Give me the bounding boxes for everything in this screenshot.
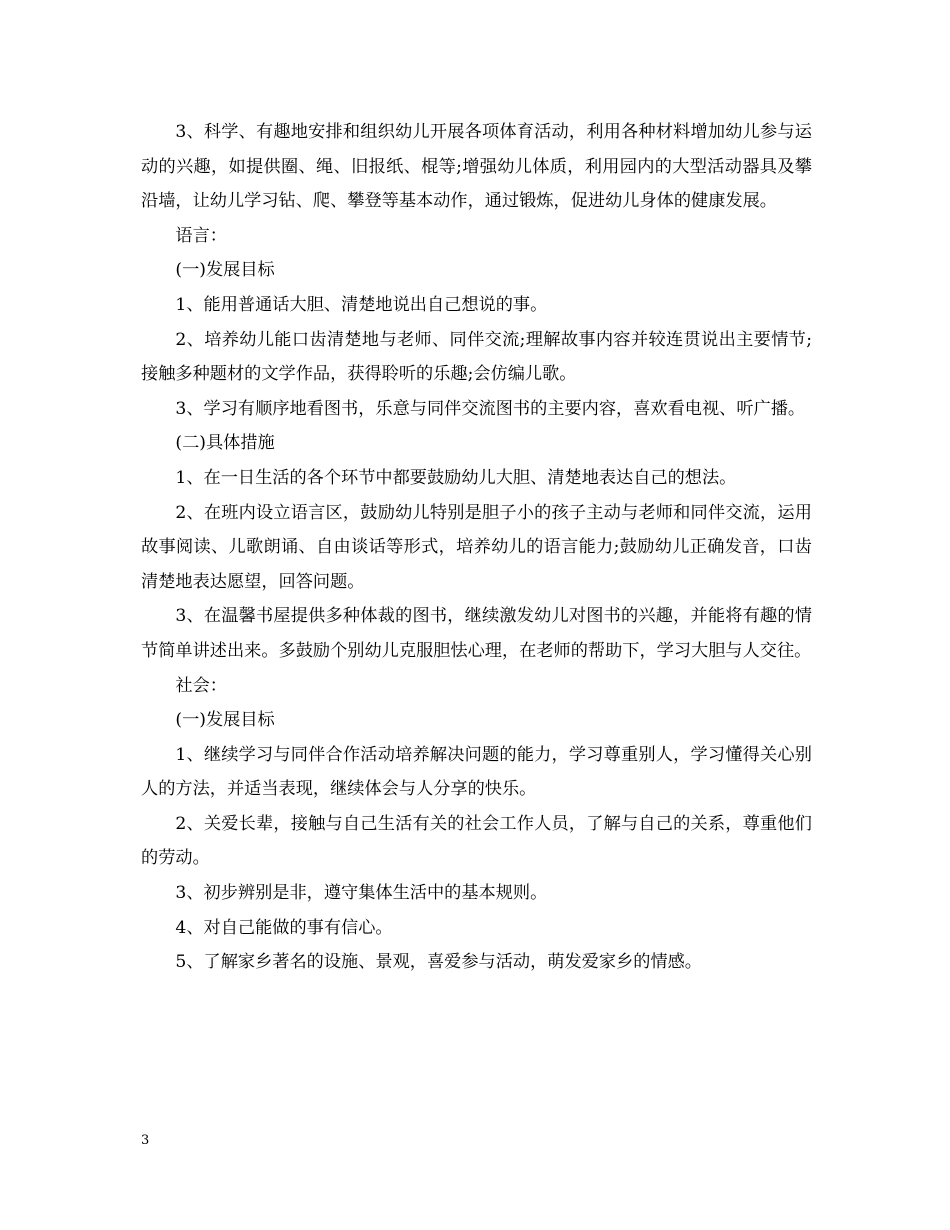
subheading-specific-measures: (二)具体措施	[175, 433, 275, 454]
paragraph-society-goal-5: 5、了解家乡著名的设施、景观，喜爱参与活动，萌发爱家乡的情感。	[175, 952, 702, 973]
paragraph-society-goal-2: 2、关爱长辈，接触与自己生活有关的社会工作人员，了解与自己的关系，尊重他们的劳动。	[141, 813, 812, 869]
subheading-society-development-goals: (一)发展目标	[175, 710, 275, 731]
paragraph-society-goal-4: 4、对自己能做的事有信心。	[175, 917, 393, 938]
section-heading-language: 语言：	[175, 225, 227, 246]
paragraph-language-goal-3: 3、学习有顺序地看图书，乐意与同伴交流图书的主要内容，喜欢看电视、听广播。	[175, 398, 806, 419]
paragraph-society-goal-3: 3、初步辨别是非，遵守集体生活中的基本规则。	[175, 883, 548, 904]
paragraph-language-measure-2: 2、在班内设立语言区，鼓励幼儿特别是胆子小的孩子主动与老师和同伴交流，运用故事阅读、儿歌朗诵、自由谈话等形式，培养幼儿的语言能力;鼓励幼儿正确发音，口齿清楚地表达愿望，回答问题。	[141, 502, 812, 592]
paragraph-language-measure-1: 1、在一日生活的各个环节中都要鼓励幼儿大胆、清楚地表达自己的想法。	[175, 467, 737, 488]
page-number: 3	[141, 1133, 150, 1148]
subheading-development-goals: (一)发展目标	[175, 260, 275, 281]
paragraph-pe-activities: 3、科学、有趣地安排和组织幼儿开展各项体育活动，利用各种材料增加幼儿参与运动的兴趣，如提供圈、绳、旧报纸、棍等;增强幼儿体质，利用园内的大型活动器具及攀沿墙，让幼儿学习钻、爬、攀登等基本动作，通过锻炼，促进幼儿身体的健康发展。	[141, 122, 812, 212]
section-heading-society: 社会：	[175, 675, 227, 696]
paragraph-language-measure-3: 3、在温馨书屋提供多种体裁的图书，继续激发幼儿对图书的兴趣，并能将有趣的情节简单讲述出来。多鼓励个别幼儿克服胆怯心理，在老师的帮助下，学习大胆与人交往。	[141, 606, 812, 661]
paragraph-language-goal-2: 2、培养幼儿能口齿清楚地与老师、同伴交流;理解故事内容并较连贯说出主要情节;接触多种题材的文学作品，获得聆听的乐趣;会仿编儿歌。	[141, 329, 812, 385]
paragraph-society-goal-1: 1、继续学习与同伴合作活动培养解决问题的能力，学习尊重别人，学习懂得关心别人的方法，并适当表现，继续体会与人分享的快乐。	[141, 744, 812, 800]
paragraph-language-goal-1: 1、能用普通话大胆、清楚地说出自己想说的事。	[175, 294, 548, 315]
document-body	[141, 115, 812, 980]
